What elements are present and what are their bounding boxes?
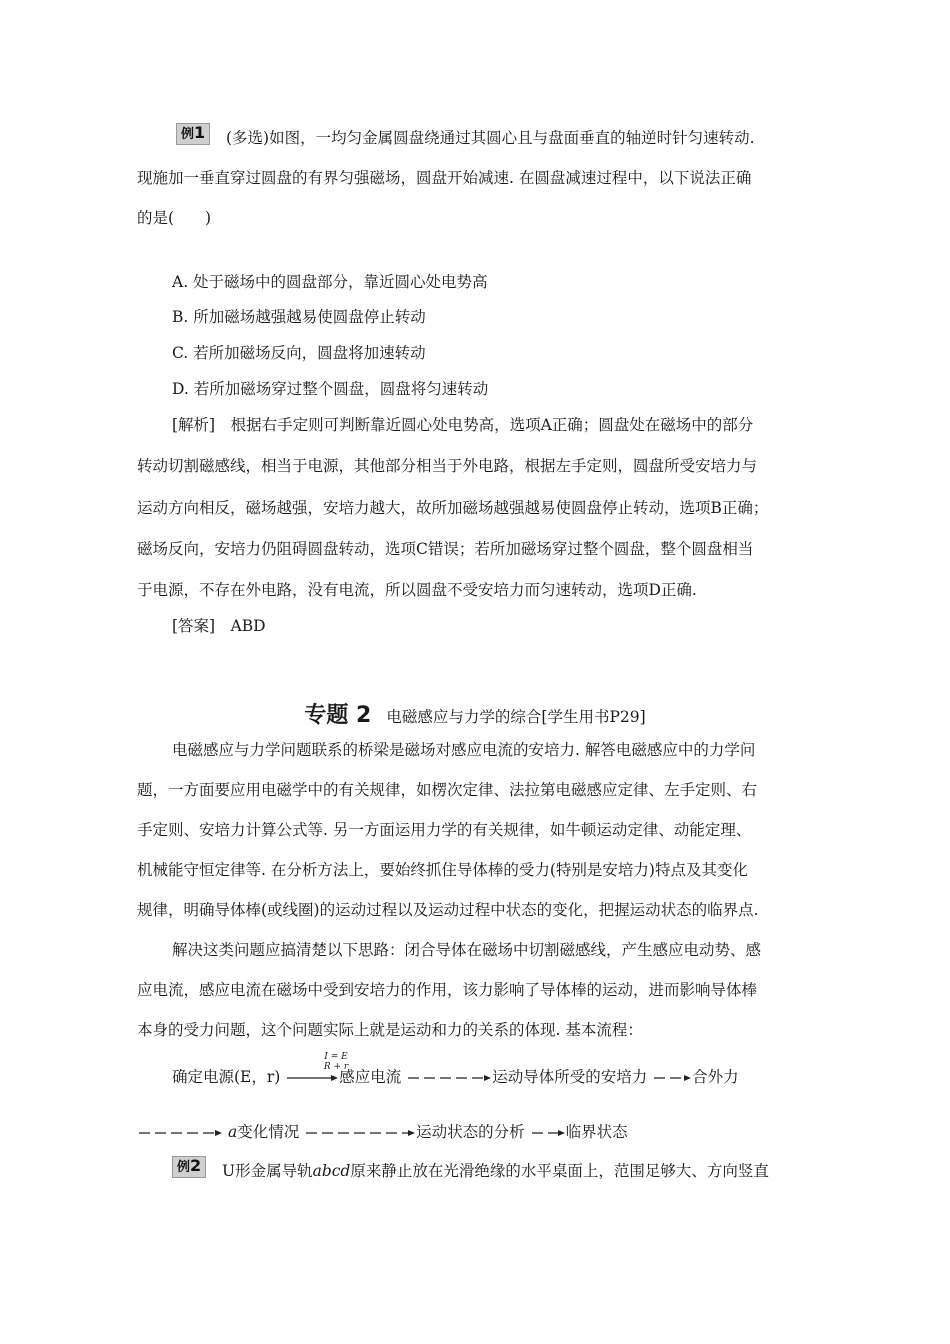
para1-line-4: 机械能守恒定律等. 在分析方法上，要始终抓住导体棒的受力(特别是安培力)特点及其变化 bbox=[137, 861, 748, 879]
option-d: D. 若所加磁场穿过整个圆盘，圆盘将匀速转动 bbox=[172, 380, 489, 398]
para1-line-1: 电磁感应与力学问题联系的桥梁是磁场对感应电流的安培力. 解答电磁感应中的力学问 bbox=[172, 741, 756, 759]
example-2-rail-label: abcd bbox=[312, 1162, 351, 1180]
example-badge-number: 2 bbox=[190, 1156, 202, 1175]
flow-step-current: 感应电流 bbox=[339, 1068, 402, 1086]
para2-line-2: 应电流，感应电流在磁场中受到安培力的作用，该力影响了导体棒的运动，进而影响导体棒 bbox=[137, 981, 758, 999]
arrow-icon bbox=[530, 1128, 566, 1138]
arrow-icon bbox=[652, 1073, 692, 1083]
analysis-line-4: 磁场反向，安培力仍阻碍圆盘转动，选项C错误；若所加磁场穿过整个圆盘，整个圆盘相当 bbox=[137, 540, 754, 558]
analysis-line-1: [解析] 根据右手定则可判断靠近圆心处电势高，选项A正确；圆盘处在磁场中的部分 bbox=[172, 416, 754, 434]
arrow-icon bbox=[285, 1073, 339, 1083]
topic-title: 专题 2 bbox=[304, 703, 372, 728]
option-c: C. 若所加磁场反向，圆盘将加速转动 bbox=[172, 344, 426, 362]
flow-step-ampere-force: 运动导体所受的安培力 bbox=[492, 1068, 648, 1086]
flow-line-1 bbox=[172, 1067, 739, 1087]
example-1-stem-line-3: 的是( ) bbox=[137, 209, 212, 227]
para1-line-3: 手定则、安培力计算公式等. 另一方面运用力学的有关规律，如牛顿运动定律、动能定理、 bbox=[137, 821, 752, 839]
flow-line-2 bbox=[137, 1122, 628, 1142]
example-1-stem-line-1: (多选)如图，一均匀金属圆盘绕通过其圆心且与盘面垂直的轴逆时针匀速转动. bbox=[226, 129, 755, 147]
example-1-badge bbox=[176, 123, 210, 145]
analysis-line-5: 于电源，不存在外电路，没有电流，所以圆盘不受安培力而匀速转动，选项D正确. bbox=[137, 581, 697, 599]
formula-denominator: R + r bbox=[323, 1062, 349, 1072]
example-2-text-end: 原来静止放在光滑绝缘的水平桌面上，范围足够大、方向竖直 bbox=[350, 1162, 769, 1180]
analysis-line-2: 转动切割磁感线，相当于电源，其他部分相当于外电路，根据左手定则，圆盘所受安培力与 bbox=[137, 457, 758, 475]
analysis-line-3: 运动方向相反，磁场越强，安培力越大，故所加磁场越强越易使圆盘停止转动，选项B正确； bbox=[137, 499, 769, 517]
example-badge-label: 例 bbox=[177, 1160, 191, 1175]
example-2-badge bbox=[172, 1156, 206, 1178]
arrow-icon bbox=[406, 1073, 492, 1083]
flow-step-source: 确定电源(E，r) bbox=[172, 1068, 281, 1086]
para2-line-1: 解决这类问题应搞清楚以下思路：闭合导体在磁场中切割磁感线，产生感应电动势、感 bbox=[172, 941, 762, 959]
example-2-stem-line-1 bbox=[222, 1161, 769, 1181]
flow-step-accel-var: a bbox=[227, 1123, 238, 1141]
formula-numerator: I = E bbox=[324, 1052, 348, 1062]
option-b: B. 所加磁场越强越易使圆盘停止转动 bbox=[172, 308, 426, 326]
example-1-stem-line-2: 现施加一垂直穿过圆盘的有界匀强磁场，圆盘开始减速. 在圆盘减速过程中，以下说法正确 bbox=[137, 169, 752, 187]
flow-step-critical-state: 临界状态 bbox=[565, 1123, 628, 1141]
option-a: A. 处于磁场中的圆盘部分，靠近圆心处电势高 bbox=[172, 273, 488, 291]
answer-line: [答案] ABD bbox=[172, 617, 266, 635]
arrow-icon bbox=[304, 1128, 416, 1138]
topic-heading bbox=[0, 698, 950, 729]
topic-subtitle: 电磁感应与力学的综合[学生用书P29] bbox=[386, 708, 646, 726]
flow-step-net-force: 合外力 bbox=[692, 1068, 739, 1086]
example-badge-number: 1 bbox=[194, 123, 206, 142]
para2-line-3: 本身的受力问题，这个问题实际上就是运动和力的关系的体现. 基本流程： bbox=[137, 1021, 643, 1039]
example-badge-label: 例 bbox=[181, 127, 195, 142]
flow-step-accel: 变化情况 bbox=[237, 1123, 300, 1141]
example-2-text-start: U形金属导轨 bbox=[222, 1162, 313, 1180]
para1-line-5: 规律，明确导体棒(或线圈)的运动过程以及运动过程中状态的变化，把握运动状态的临界点. bbox=[137, 901, 759, 919]
para1-line-2: 题，一方面要应用电磁学中的有关规律，如楞次定律、法拉第电磁感应定律、左手定则、右 bbox=[137, 781, 758, 799]
arrow-icon bbox=[137, 1128, 223, 1138]
flow-step-motion-analysis: 运动状态的分析 bbox=[416, 1123, 525, 1141]
